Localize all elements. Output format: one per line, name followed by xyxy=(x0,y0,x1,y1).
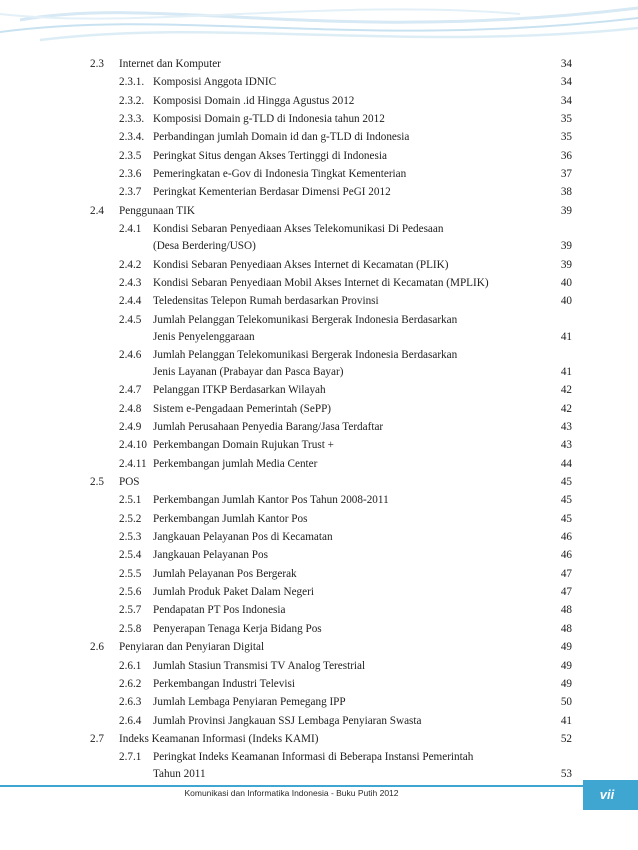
toc-entry-number: 2.6.2 xyxy=(119,677,142,690)
toc-entry-number: 2.6.3 xyxy=(119,696,142,709)
toc-entry-title: Tahun 2011 xyxy=(153,768,206,781)
toc-entry-page: 41 xyxy=(560,714,572,727)
toc-subsection-entry[interactable] xyxy=(0,547,638,564)
toc-entry-title: Jenis Penyelenggaraan xyxy=(153,330,255,343)
toc-entry-number: 2.4.1 xyxy=(119,223,142,236)
toc-entry-page: 34 xyxy=(560,94,572,107)
toc-entry-title: Peringkat Situs dengan Akses Tertinggi di Indonesia xyxy=(153,149,387,162)
toc-subsection-entry[interactable] xyxy=(0,74,638,91)
toc-entry-page: 35 xyxy=(560,131,572,144)
toc-entry-page: 49 xyxy=(560,641,572,654)
toc-entry-number: 2.3.5 xyxy=(119,149,142,162)
toc-entry-page: 35 xyxy=(560,113,572,126)
toc-entry-number: 2.4.6 xyxy=(119,348,142,361)
toc-entry-number: 2.3.6 xyxy=(119,168,142,181)
toc-entry-number: 2.5.4 xyxy=(119,549,142,562)
toc-entry-title: Jumlah Produk Paket Dalam Negeri xyxy=(153,586,314,599)
toc-entry-title: Indeks Keamanan Informasi (Indeks KAMI) xyxy=(119,732,319,745)
toc-entry-number: 2.3.1. xyxy=(119,76,145,89)
toc-entry-number: 2.6.4 xyxy=(119,714,142,727)
toc-entry-title: Komposisi Domain .id Hingga Agustus 2012 xyxy=(153,94,355,107)
toc-entry-title: Internet dan Komputer xyxy=(119,58,221,70)
page-footer xyxy=(0,780,638,810)
toc-entry-title: Perkembangan Domain Rujukan Trust + xyxy=(153,439,334,452)
toc-entry-title: Perkembangan Jumlah Kantor Pos Tahun 2008-2011 xyxy=(153,494,389,507)
toc-entry-number: 2.4.8 xyxy=(119,402,142,415)
toc-subsection-entry[interactable] xyxy=(0,111,638,128)
toc-entry-page: 41 xyxy=(560,330,572,343)
toc-entry-page: 47 xyxy=(560,567,572,580)
toc-entry-page: 45 xyxy=(560,512,572,525)
toc-entry-number: 2.4.7 xyxy=(119,384,142,397)
toc-entry-title: Teledensitas Telepon Rumah berdasarkan Provinsi xyxy=(153,295,379,308)
toc-entry-number: 2.3.3. xyxy=(119,113,145,126)
toc-entry-title: Jumlah Pelanggan Telekomunikasi Bergerak Indonesia Berdasarkan xyxy=(153,348,458,361)
toc-entry-number: 2.6 xyxy=(90,641,104,654)
toc-entry-number: 2.5 xyxy=(90,476,104,488)
toc-subsection-entry[interactable] xyxy=(0,492,638,509)
toc-entry-title: Jumlah Perusahaan Penyedia Barang/Jasa Terdaftar xyxy=(153,420,384,433)
toc-entry-page: 44 xyxy=(560,457,572,470)
toc-entry-page: 45 xyxy=(560,494,572,507)
toc-entry-title: Perkembangan Jumlah Kantor Pos xyxy=(153,512,308,525)
toc-subsection-entry[interactable] xyxy=(0,566,638,583)
toc-subsection-entry[interactable] xyxy=(0,347,638,381)
toc-subsection-entry[interactable] xyxy=(0,275,638,292)
toc-section-entry[interactable] xyxy=(0,56,638,73)
toc-entry-title: Kondisi Sebaran Penyediaan Akses Internet di Kecamatan (PLIK) xyxy=(153,258,449,271)
toc-entry-page: 40 xyxy=(560,276,572,289)
toc-subsection-entry[interactable] xyxy=(0,602,638,619)
toc-subsection-entry[interactable] xyxy=(0,148,638,165)
toc-entry-page: 46 xyxy=(560,531,572,544)
toc-subsection-entry[interactable] xyxy=(0,658,638,675)
toc-entry-page: 45 xyxy=(560,476,572,488)
toc-subsection-entry[interactable] xyxy=(0,713,638,730)
toc-entry-page: 36 xyxy=(560,149,572,162)
toc-entry-number: 2.4.9 xyxy=(119,420,142,433)
footer-rule xyxy=(0,785,583,787)
toc-entry-page: 46 xyxy=(560,549,572,562)
toc-entry-page: 39 xyxy=(560,258,572,271)
toc-entry-title: Jumlah Lembaga Penyiaran Pemegang IPP xyxy=(153,696,346,709)
toc-entry-page: 39 xyxy=(560,204,572,217)
toc-entry-number: 2.4.2 xyxy=(119,258,142,271)
toc-subsection-entry[interactable] xyxy=(0,529,638,546)
toc-entry-page: 37 xyxy=(560,168,572,181)
toc-section-entry[interactable] xyxy=(0,731,638,748)
toc-entry-number: 2.3.2. xyxy=(119,94,145,107)
toc-subsection-entry[interactable] xyxy=(0,312,638,346)
toc-entry-page: 52 xyxy=(560,732,572,745)
toc-entry-title: Pelanggan ITKP Berdasarkan Wilayah xyxy=(153,384,326,397)
toc-entry-number: 2.3.7 xyxy=(119,186,142,199)
toc-entry-page: 48 xyxy=(560,622,572,635)
toc-entry-number: 2.5.7 xyxy=(119,604,142,617)
toc-entry-title: Jumlah Pelayanan Pos Bergerak xyxy=(153,567,297,580)
toc-entry-title: Perkembangan jumlah Media Center xyxy=(153,457,318,470)
toc-entry-title: Sistem e-Pengadaan Pemerintah (SePP) xyxy=(153,402,332,415)
toc-entry-title: Kondisi Sebaran Penyediaan Akses Telekomunikasi Di Pedesaan xyxy=(153,223,444,236)
toc-entry-title: POS xyxy=(119,476,140,488)
toc-subsection-entry[interactable] xyxy=(0,676,638,693)
toc-entry-title: Komposisi Domain g-TLD di Indonesia tahun 2012 xyxy=(153,113,385,126)
toc-entry-page: 40 xyxy=(560,295,572,308)
toc-subsection-entry[interactable] xyxy=(0,257,638,274)
toc-entry-number: 2.4.4 xyxy=(119,295,142,308)
toc-entry-page: 53 xyxy=(560,768,572,781)
toc-entry-title: Kondisi Sebaran Penyediaan Mobil Akses Internet di Kecamatan (MPLIK) xyxy=(153,276,489,289)
toc-entry-title: Perkembangan Industri Televisi xyxy=(153,677,295,690)
toc-subsection-entry[interactable] xyxy=(0,621,638,638)
toc-entry-page: 43 xyxy=(560,420,572,433)
toc-entry-page: 34 xyxy=(560,76,572,89)
toc-entry-page: 41 xyxy=(560,365,572,378)
toc-entry-title: Komposisi Anggota IDNIC xyxy=(153,76,277,89)
toc-entry-number: 2.3.4. xyxy=(119,131,145,144)
toc-entry-number: 2.6.1 xyxy=(119,659,142,672)
toc-entry-title: Jumlah Provinsi Jangkauan SSJ Lembaga Penyiaran Swasta xyxy=(153,714,422,727)
toc-entry-page: 42 xyxy=(560,402,572,415)
toc-entry-title: Jumlah Pelanggan Telekomunikasi Bergerak Indonesia Berdasarkan xyxy=(153,313,458,326)
toc-entry-number: 2.7 xyxy=(90,732,104,745)
toc-entry-number: 2.4 xyxy=(90,204,104,217)
footer-page-number: vii xyxy=(599,787,615,802)
toc-entry-number: 2.4.3 xyxy=(119,276,142,289)
toc-entry-title: Penyerapan Tenaga Kerja Bidang Pos xyxy=(153,622,322,635)
toc-section-entry[interactable] xyxy=(0,639,638,656)
toc-entry-page: 49 xyxy=(560,659,572,672)
toc-entry-number: 2.5.2 xyxy=(119,512,142,525)
toc-subsection-entry[interactable] xyxy=(0,184,638,201)
toc-entry-title: Penyiaran dan Penyiaran Digital xyxy=(119,641,265,654)
toc-subsection-entry[interactable] xyxy=(0,93,638,110)
toc-entry-page: 48 xyxy=(560,604,572,617)
toc-entry-title: Jumlah Stasiun Transmisi TV Analog Terestrial xyxy=(153,659,366,672)
toc-subsection-entry[interactable] xyxy=(0,221,638,255)
toc-subsection-entry[interactable] xyxy=(0,584,638,601)
toc-entry-title: Peringkat Kementerian Berdasar Dimensi PeGI 2012 xyxy=(153,186,391,199)
toc-entry-title: Perbandingan jumlah Domain id dan g-TLD di Indonesia xyxy=(153,131,410,144)
toc-entry-number: 2.3 xyxy=(90,58,104,70)
toc-entry-number: 2.4.11 xyxy=(119,457,147,470)
toc-subsection-entry[interactable] xyxy=(0,694,638,711)
toc-entry-title: Jangkauan Pelayanan Pos di Kecamatan xyxy=(153,531,333,544)
toc-entry-number: 2.5.8 xyxy=(119,622,142,635)
toc-entry-number: 2.4.5 xyxy=(119,313,142,326)
toc-entry-title: Peringkat Indeks Keamanan Informasi di Beberapa Instansi Pemerintah xyxy=(153,751,474,764)
toc-subsection-entry[interactable] xyxy=(0,129,638,146)
toc-entry-title: Pemeringkatan e-Gov di Indonesia Tingkat Kementerian xyxy=(153,168,407,181)
toc-entry-title: Pendapatan PT Pos Indonesia xyxy=(153,604,286,617)
toc-entry-page: 47 xyxy=(560,586,572,599)
toc-entry-page: 39 xyxy=(560,240,572,253)
footer-text: Komunikasi dan Informatika Indonesia - Buku Putih 2012 xyxy=(184,788,399,798)
toc-entry-number: 2.5.1 xyxy=(119,494,142,507)
toc-entry-number: 2.7.1 xyxy=(119,751,142,764)
toc-entry-page: 38 xyxy=(560,186,572,199)
toc-section-entry[interactable] xyxy=(0,474,638,491)
toc-entry-title: Jenis Layanan (Prabayar dan Pasca Bayar) xyxy=(153,365,344,378)
toc-subsection-entry[interactable] xyxy=(0,166,638,183)
toc-entry-number: 2.5.3 xyxy=(119,531,142,544)
toc-subsection-entry[interactable] xyxy=(0,293,638,310)
toc-subsection-entry[interactable] xyxy=(0,419,638,436)
toc-entry-title: Jangkauan Pelayanan Pos xyxy=(153,549,268,562)
toc-entry-title: (Desa Berdering/USO) xyxy=(153,240,256,253)
toc-subsection-entry[interactable] xyxy=(0,511,638,528)
toc-entry-title: Penggunaan TIK xyxy=(119,204,195,217)
toc-entry-number: 2.5.5 xyxy=(119,567,142,580)
toc-entry-page: 42 xyxy=(560,384,572,397)
toc-section-entry[interactable] xyxy=(0,203,638,220)
toc-subsection-entry[interactable] xyxy=(0,382,638,399)
toc-subsection-entry[interactable] xyxy=(0,437,638,454)
toc-entry-page: 49 xyxy=(560,677,572,690)
toc-entry-page: 43 xyxy=(560,439,572,452)
toc-subsection-entry[interactable] xyxy=(0,749,638,783)
toc-subsection-entry[interactable] xyxy=(0,456,638,473)
toc-subsection-entry[interactable] xyxy=(0,401,638,418)
toc-entry-page: 50 xyxy=(560,696,572,709)
toc-entry-number: 2.4.10 xyxy=(119,439,147,452)
toc-entry-page: 34 xyxy=(560,58,572,70)
toc-entry-number: 2.5.6 xyxy=(119,586,142,599)
